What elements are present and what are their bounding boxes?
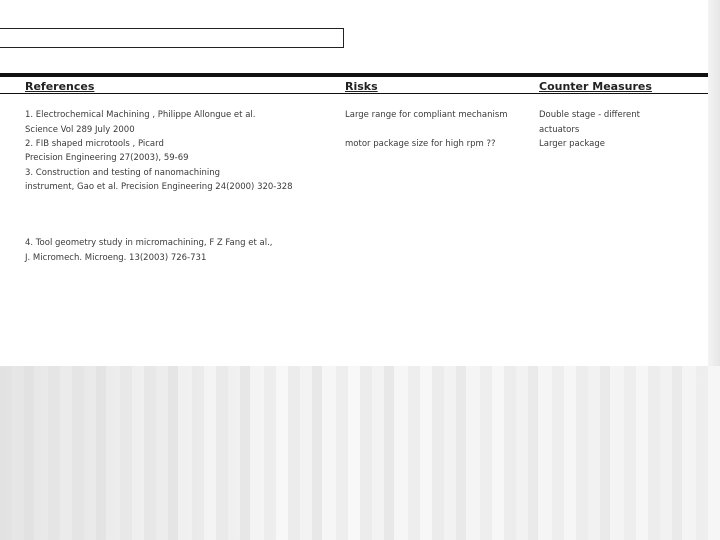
background-band-fade <box>0 366 720 540</box>
reference-4-line-2: J. Micromech. Microeng. 13(2003) 726-731 <box>25 253 207 263</box>
reference-1-line-2: Science Vol 289 July 2000 <box>25 125 135 135</box>
table-header-rule <box>0 93 708 94</box>
title-box <box>0 28 344 48</box>
reference-2-line-2: Precision Engineering 27(2003), 59-69 <box>25 153 189 163</box>
counter-measure-1-line-1: Double stage - different <box>539 110 640 120</box>
reference-1-line-1: 1. Electrochemical Machining , Philippe Allongue et al. <box>25 110 256 120</box>
header-references: References <box>25 80 95 93</box>
reference-4-line-1: 4. Tool geometry study in micromachining, F Z Fang et al., <box>25 238 273 248</box>
table-top-rule <box>0 73 708 77</box>
counter-measure-1-line-2: actuators <box>539 125 580 135</box>
right-edge-strip <box>708 0 720 366</box>
header-counter-measures: Counter Measures <box>539 80 652 93</box>
reference-3-line-1: 3. Construction and testing of nanomachining <box>25 168 221 178</box>
reference-2-line-1: 2. FIB shaped microtools , Picard <box>25 139 164 149</box>
counter-measure-2: Larger package <box>539 139 605 149</box>
header-risks: Risks <box>345 80 378 93</box>
risk-2: motor package size for high rpm ?? <box>345 139 496 149</box>
risk-1: Large range for compliant mechanism <box>345 110 508 120</box>
reference-3-line-2: instrument, Gao et al. Precision Engineering 24(2000) 320-328 <box>25 182 293 192</box>
